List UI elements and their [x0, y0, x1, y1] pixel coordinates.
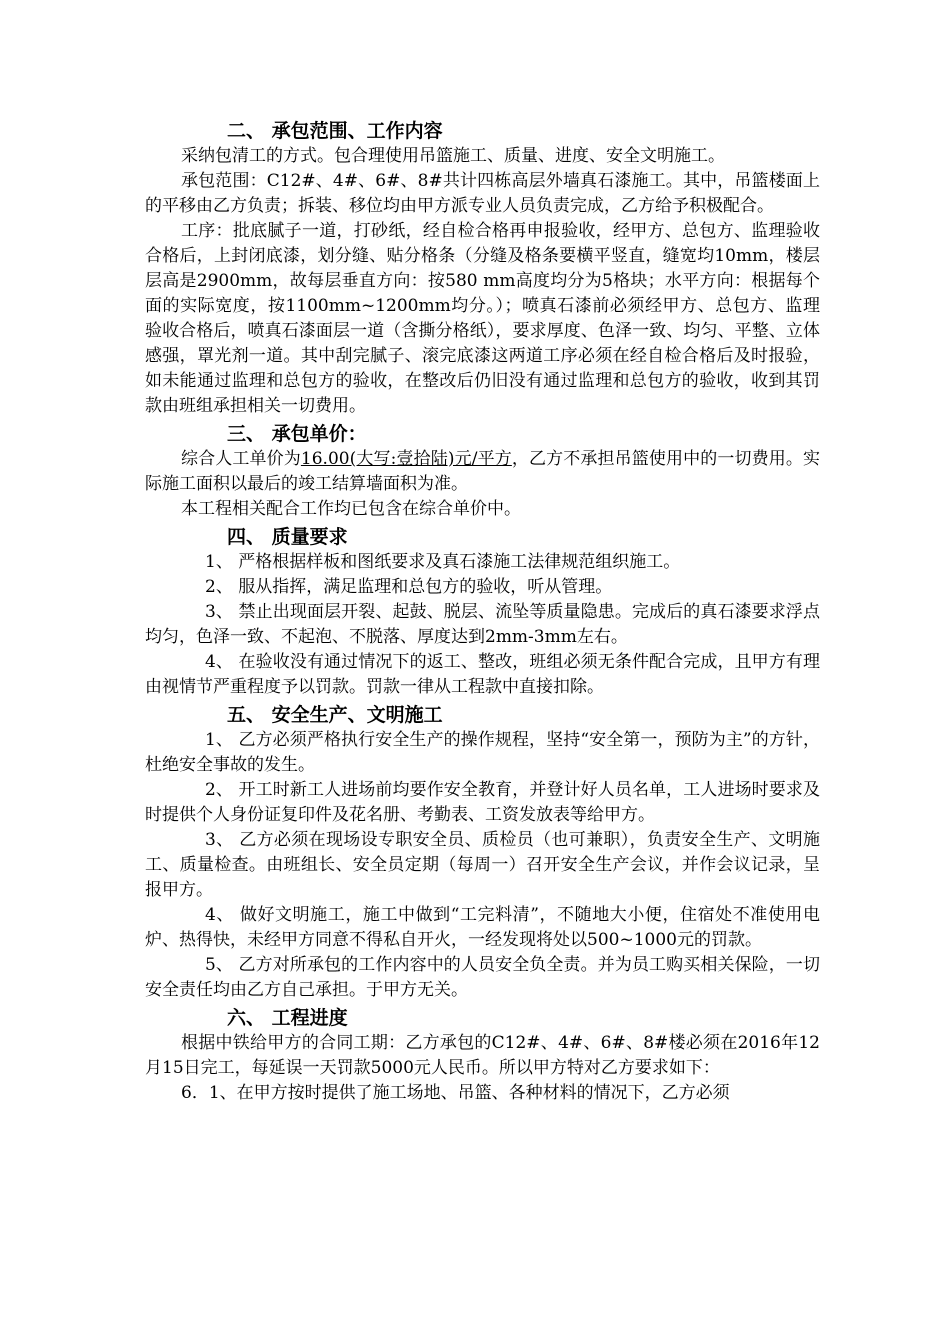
- paragraph: 根据中铁给甲方的合同工期：乙方承包的C12#、4#、6#、8#楼必须在2016年12月15日完工，每延误一天罚款5000元人民币。所以甲方特对乙方要求如下：: [145, 1033, 820, 1078]
- section-heading-3: 三、 承包单价：: [227, 423, 367, 445]
- paragraph: 工序：批底腻子一道，打砂纸，经自检合格再申报验收，经甲方、总包方、监理验收合格后，上封闭底漆，划分缝、贴分格条（分缝及格条要横平竖直，缝宽均10mm，楼层层高是2900mm，故每层垂直方向：按580 mm高度均分为5格块；水平方向：根据每个面的实际宽度，按1100mm~1200mm均分。）；喷真石漆前必须经甲方、总包方、监理验收合格后，喷真石漆面层一道（含撕分格纸），要求厚度、色泽一致、均匀、平整、立体感强，罩光剂一道。其中刮完腻子、滚完底漆这两道工序必须在经自检合格后及时报验，如未能通过监理和总包方的验收，在整改后仍旧没有通过监理和总包方的验收，收到其罚款由班组承担相关一切费用。: [145, 221, 820, 416]
- paragraph: 采纳包清工的方式。包合理使用吊篮施工、质量、进度、安全文明施工。: [181, 146, 725, 166]
- list-item: 3、 乙方必须在现场设专职安全员、质检员（也可兼职），负责安全生产、文明施工、质量检查。由班组长、安全员定期（每周一）召开安全生产会议，并作会议记录，呈报甲方。: [145, 830, 820, 900]
- list-item: 1、 乙方必须严格执行安全生产的操作规程，坚持“安全第一，预防为主”的方针，杜绝安全事故的发生。: [145, 730, 820, 775]
- paragraph: [145, 447, 820, 497]
- list-item: 5、 乙方对所承包的工作内容中的人员安全负全责。并为员工购买相关保险，一切安全责任均由乙方自己承担。于甲方无关。: [145, 955, 820, 1000]
- text-run: 综合人工单价为: [181, 449, 301, 469]
- section-heading-2: 二、 承包范围、工作内容: [227, 120, 443, 142]
- unit-price-underlined: 16.00(大写:壹拾陆)元/平方: [300, 449, 512, 469]
- section-heading-6: 六、 工程进度: [227, 1007, 348, 1029]
- section-heading-4: 四、 质量要求: [227, 526, 348, 548]
- paragraph: 6．1、在甲方按时提供了施工场地、吊篮、各种材料的情况下，乙方必须: [181, 1083, 730, 1103]
- list-item: 4、 做好文明施工，施工中做到“工完料清”，不随地大小便，住宿处不准使用电炉、热得快，未经甲方同意不得私自开火，一经发现将处以500~1000元的罚款。: [145, 905, 820, 950]
- section-heading-5: 五、 安全生产、文明施工: [227, 704, 443, 726]
- list-item: 2、 服从指挥，满足监理和总包方的验收，听从管理。: [205, 577, 613, 597]
- paragraph: 承包范围：C12#、4#、6#、8#共计四栋高层外墙真石漆施工。其中，吊篮楼面上的平移由乙方负责；拆装、移位均由甲方派专业人员负责完成，乙方给予积极配合。: [145, 171, 820, 216]
- text-run: ，乙方不承担吊篮使用中的一切费用。实际施工面积以最后的竣工结算墙面积为准。: [145, 449, 821, 494]
- document-body: [145, 118, 820, 1106]
- list-item: 3、 禁止出现面层开裂、起鼓、脱层、流坠等质量隐患。完成后的真石漆要求浮点均匀，色泽一致、不起泡、不脱落、厚度达到2mm-3mm左右。: [145, 602, 820, 647]
- list-item: 2、 开工时新工人进场前均要作安全教育，并登计好人员名单，工人进场时要求及时提供个人身份证复印件及花名册、考勤表、工资发放表等给甲方。: [145, 780, 820, 825]
- list-item: 4、 在验收没有通过情况下的返工、整改，班组必须无条件配合完成，且甲方有理由视情节严重程度予以罚款。罚款一律从工程款中直接扣除。: [145, 652, 820, 697]
- list-item: 1、 严格根据样板和图纸要求及真石漆施工法律规范组织施工。: [205, 552, 681, 572]
- paragraph: 本工程相关配合工作均已包含在综合单价中。: [181, 499, 521, 519]
